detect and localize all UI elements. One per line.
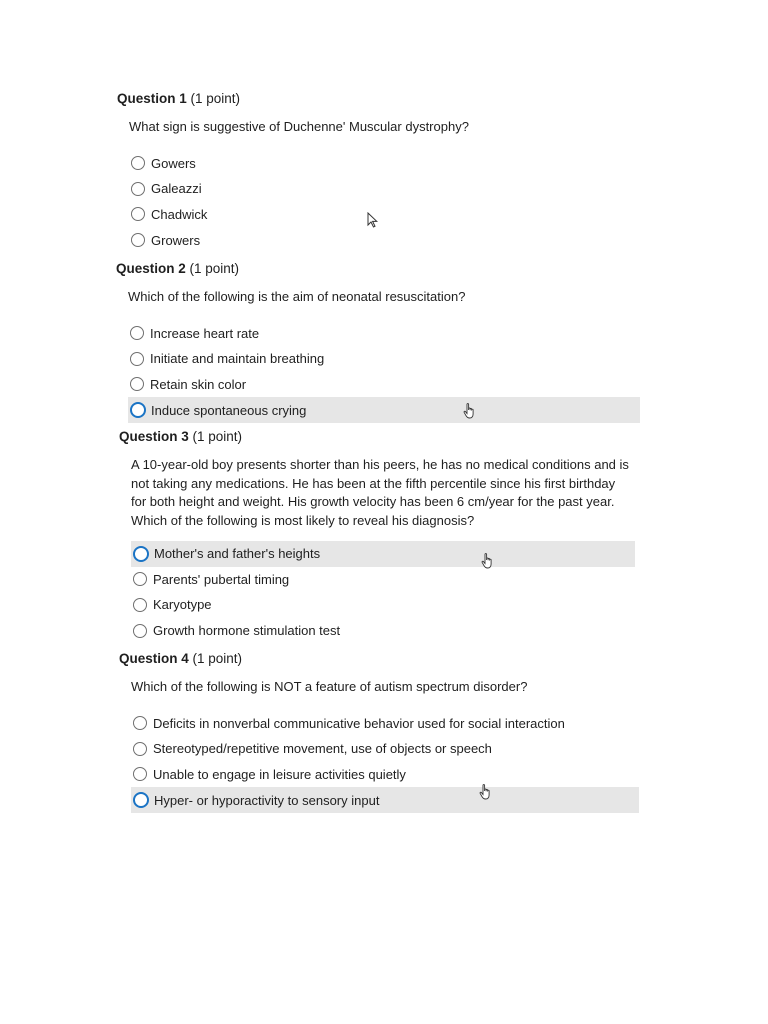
answer-option-hovered[interactable] bbox=[131, 541, 635, 567]
answer-option[interactable] bbox=[131, 762, 639, 788]
radio-button[interactable] bbox=[133, 598, 147, 612]
option-label: Deficits in nonverbal communicative behavior used for social interaction bbox=[153, 715, 565, 731]
question-points: (1 point) bbox=[192, 429, 243, 444]
answer-option[interactable] bbox=[129, 227, 641, 253]
answer-options bbox=[128, 321, 640, 423]
answer-option[interactable] bbox=[129, 176, 641, 202]
option-label: Growers bbox=[151, 232, 201, 248]
answer-options bbox=[131, 711, 639, 813]
question-3 bbox=[119, 428, 659, 643]
question-heading bbox=[119, 428, 659, 446]
question-1 bbox=[117, 90, 657, 253]
answer-options bbox=[131, 541, 635, 643]
radio-button[interactable] bbox=[130, 377, 144, 391]
radio-button[interactable] bbox=[133, 546, 149, 562]
radio-button[interactable] bbox=[131, 233, 145, 247]
option-label: Unable to engage in leisure activities quietly bbox=[153, 766, 406, 782]
question-4 bbox=[119, 650, 659, 813]
option-label: Induce spontaneous crying bbox=[151, 402, 307, 418]
option-label: Mother's and father's heights bbox=[154, 546, 321, 562]
radio-button[interactable] bbox=[133, 716, 147, 730]
option-label: Initiate and maintain breathing bbox=[150, 351, 325, 367]
radio-button[interactable] bbox=[133, 767, 147, 781]
answer-options bbox=[129, 151, 641, 253]
answer-option[interactable] bbox=[131, 618, 635, 644]
question-text: Which of the following is the aim of neonatal resuscitation? bbox=[128, 289, 466, 304]
question-heading bbox=[116, 260, 656, 278]
radio-button[interactable] bbox=[133, 792, 149, 808]
option-label: Growth hormone stimulation test bbox=[153, 623, 341, 639]
radio-button[interactable] bbox=[130, 402, 146, 418]
answer-option[interactable] bbox=[128, 372, 640, 398]
question-label: Question 2 bbox=[116, 261, 186, 276]
hand-pointer-icon bbox=[463, 403, 475, 419]
radio-button[interactable] bbox=[133, 742, 147, 756]
question-points: (1 point) bbox=[190, 91, 241, 106]
question-points: (1 point) bbox=[192, 651, 243, 666]
option-label: Stereotyped/repetitive movement, use of objects or speech bbox=[153, 741, 492, 757]
option-label: Retain skin color bbox=[150, 376, 247, 392]
question-text: A 10-year-old boy presents shorter than his peers, he has no medical conditions and is not taking any medications. He has been at the fifth percentile since his first birthday for both height and weight. His growth velocity has been 6 cm/year for the past year. Which of the following is most likely to reveal his diagnosis? bbox=[131, 457, 629, 528]
radio-button[interactable] bbox=[133, 624, 147, 638]
radio-button[interactable] bbox=[133, 572, 147, 586]
radio-button[interactable] bbox=[130, 326, 144, 340]
arrow-cursor-icon bbox=[367, 212, 379, 228]
radio-button[interactable] bbox=[131, 182, 145, 196]
answer-option[interactable] bbox=[131, 711, 639, 737]
answer-option[interactable] bbox=[128, 321, 640, 347]
question-heading bbox=[117, 90, 657, 108]
question-heading bbox=[119, 650, 659, 668]
option-label: Gowers bbox=[151, 155, 196, 171]
hand-pointer-icon bbox=[481, 553, 493, 569]
answer-option[interactable] bbox=[129, 151, 641, 177]
option-label: Increase heart rate bbox=[150, 325, 260, 341]
option-label: Karyotype bbox=[153, 597, 212, 613]
question-text: Which of the following is NOT a feature of autism spectrum disorder? bbox=[131, 679, 528, 694]
option-label: Hyper- or hyporactivity to sensory input bbox=[154, 792, 380, 808]
answer-option-hovered[interactable] bbox=[131, 787, 639, 813]
question-label: Question 4 bbox=[119, 651, 189, 666]
question-label: Question 3 bbox=[119, 429, 189, 444]
option-label: Chadwick bbox=[151, 206, 208, 222]
answer-option[interactable] bbox=[129, 202, 641, 228]
answer-option-hovered[interactable] bbox=[128, 397, 640, 423]
option-label: Parents' pubertal timing bbox=[153, 571, 290, 587]
question-text: What sign is suggestive of Duchenne' Muscular dystrophy? bbox=[129, 119, 469, 134]
answer-option[interactable] bbox=[128, 346, 640, 372]
hand-pointer-icon bbox=[479, 784, 491, 800]
answer-option[interactable] bbox=[131, 592, 635, 618]
question-points: (1 point) bbox=[189, 261, 240, 276]
radio-button[interactable] bbox=[131, 156, 145, 170]
question-label: Question 1 bbox=[117, 91, 187, 106]
question-2 bbox=[116, 260, 656, 423]
radio-button[interactable] bbox=[131, 207, 145, 221]
answer-option[interactable] bbox=[131, 567, 635, 593]
option-label: Galeazzi bbox=[151, 181, 202, 197]
answer-option[interactable] bbox=[131, 736, 639, 762]
radio-button[interactable] bbox=[130, 352, 144, 366]
